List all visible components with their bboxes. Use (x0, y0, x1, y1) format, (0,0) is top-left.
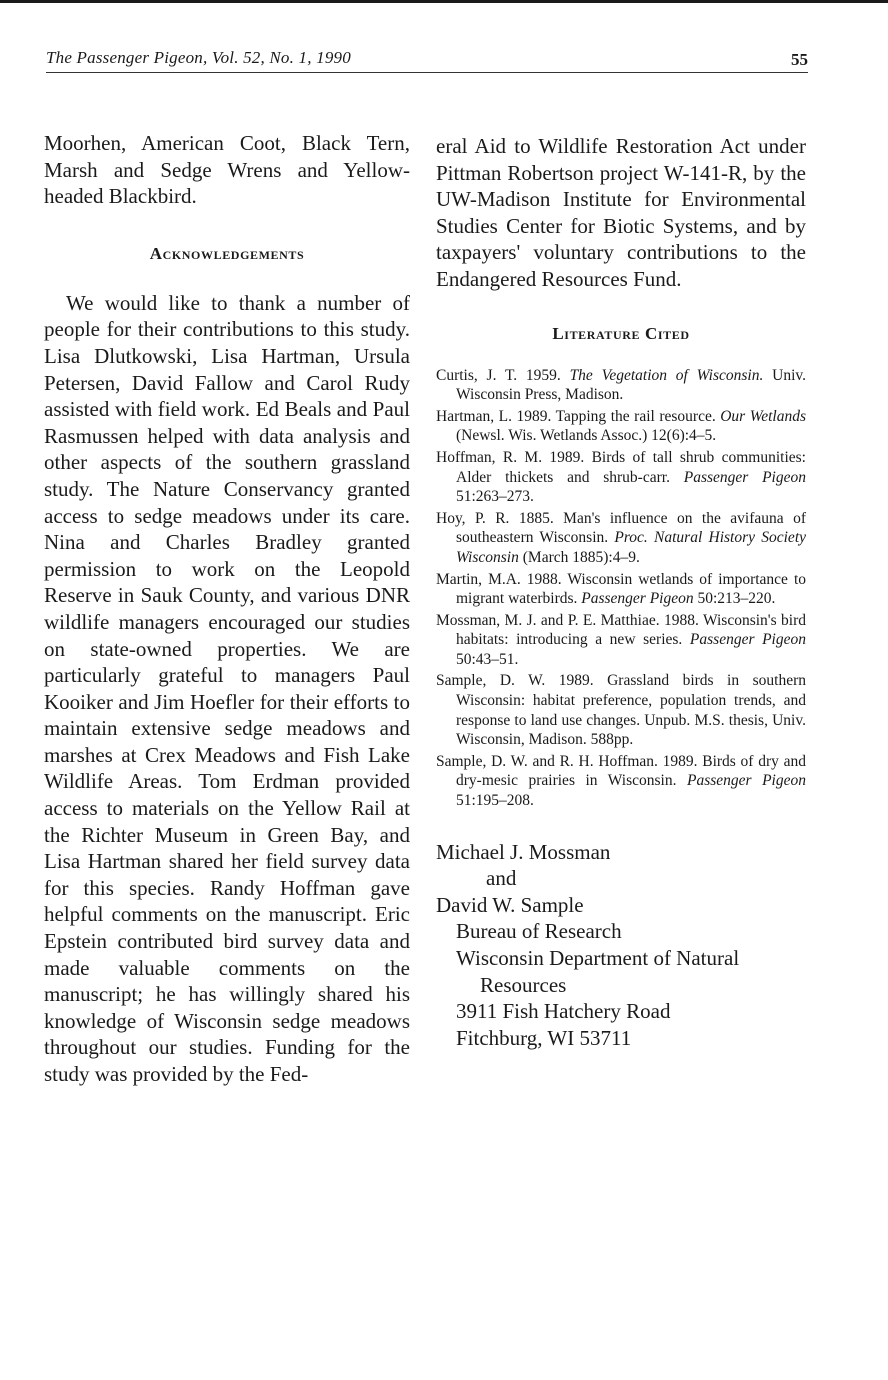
address-city: Fitchburg, WI 53711 (456, 1025, 632, 1050)
journal-citation: The Passenger Pigeon, Vol. 52, No. 1, 1990 (46, 48, 351, 67)
intro-paragraph: Moorhen, American Coot, Black Tern, Marsh and Sedge Wrens and Yellow-headed Blackbird. (44, 131, 410, 209)
acknowledgements-heading: Acknowledgements (149, 243, 305, 263)
literature-cited-heading: Literature Cited (552, 323, 690, 343)
author-name: Michael J. Mossman (436, 839, 611, 864)
affiliation-line: Resources (480, 972, 567, 997)
address-street: 3911 Fish Hatchery Road (456, 999, 671, 1024)
reference-item: Curtis, J. T. 1959. The Vegetation of Wisconsin. Univ. Wisconsin Press, Madison. (436, 366, 806, 404)
reference-item: Sample, D. W. and R. H. Hoffman. 1989. Birds of dry and dry-mesic prairies in Wisconsin. Passenger Pigeon 51:195–208. (436, 752, 806, 810)
reference-item: Hartman, L. 1989. Tapping the rail resource. Our Wetlands (Newsl. Wis. Wetlands Assoc.) 12(6):4–5. (436, 407, 806, 445)
reference-item: Sample, D. W. 1989. Grassland birds in southern Wisconsin: habitat preference, population trends, and response to land use changes. Unpub. M.S. thesis, Univ. Wisconsin, Madison. 588pp. (436, 672, 806, 749)
affiliation-line: Wisconsin Department of Natural (456, 946, 740, 970)
author-conjunction: and (486, 866, 517, 891)
top-border (0, 0, 888, 3)
continuation-paragraph: eral Aid to Wildlife Restoration Act under Pittman Robertson project W-141-R, by the UW-Madison Institute for Environmental Studies Center for Biotic Systems, and by taxpayers' voluntary contributions to the Endangered Resources Fund. (436, 134, 806, 291)
author-signature-block (436, 839, 806, 1052)
running-header (46, 48, 808, 73)
affiliation-line: Bureau of Research (456, 919, 622, 944)
reference-item: Hoy, P. R. 1885. Man's influence on the avifauna of southeastern Wisconsin. Proc. Natural History Society Wisconsin (March 1885):4–9. (436, 509, 807, 566)
right-column (436, 133, 806, 1051)
acknowledgements-paragraph: We would like to thank a number of people for their contributions to this study. Lisa Dlutkowski, Lisa Hartman, Ursula Petersen, David Fallow and Carol Rudy assisted with field work. Ed Beals and Paul Rasmussen helped with data analysis and other aspects of the southern grassland study. The Nature Conservancy granted access to sedge meadows under its care. Nina and Charles Bradley granted permission to work on the Leopold Reserve in Sauk County, and various DNR wildlife managers encouraged our studies on state-owned properties. We are particularly grateful to managers Paul Kooiker and Jim Hoefler for their efforts to maintain extensive sedge meadows and marshes at Crex Meadows and Fish Lake Wildlife Areas. Tom Erdman provided access to materials on the Yellow Rail at the Richter Museum in Green Bay, and Lisa Hartman shared her field survey data for this species. Randy Hoffman gave helpful comments on the manuscript. Eric Epstein contributed bird survey data and made valuable comments on the manuscript; he has willingly shared his knowledge of Wisconsin sedge meadows throughout our studies. Funding for the study was provided by the Fed- (44, 290, 410, 1086)
left-column (44, 130, 410, 1088)
reference-item: Hoffman, R. M. 1989. Birds of tall shrub communities: Alder thickets and shrub-carr. Passenger Pigeon 51:263–273. (436, 448, 806, 506)
reference-item: Mossman, M. J. and P. E. Matthiae. 1988. Wisconsin's bird habitats: introducing a new series. Passenger Pigeon 50:43–51. (436, 611, 806, 668)
author-name: David W. Sample (436, 892, 584, 917)
reference-list (436, 366, 806, 811)
page-number: 55 (791, 50, 808, 69)
reference-item: Martin, M.A. 1988. Wisconsin wetlands of importance to migrant waterbirds. Passenger Pigeon 50:213–220. (436, 570, 806, 608)
